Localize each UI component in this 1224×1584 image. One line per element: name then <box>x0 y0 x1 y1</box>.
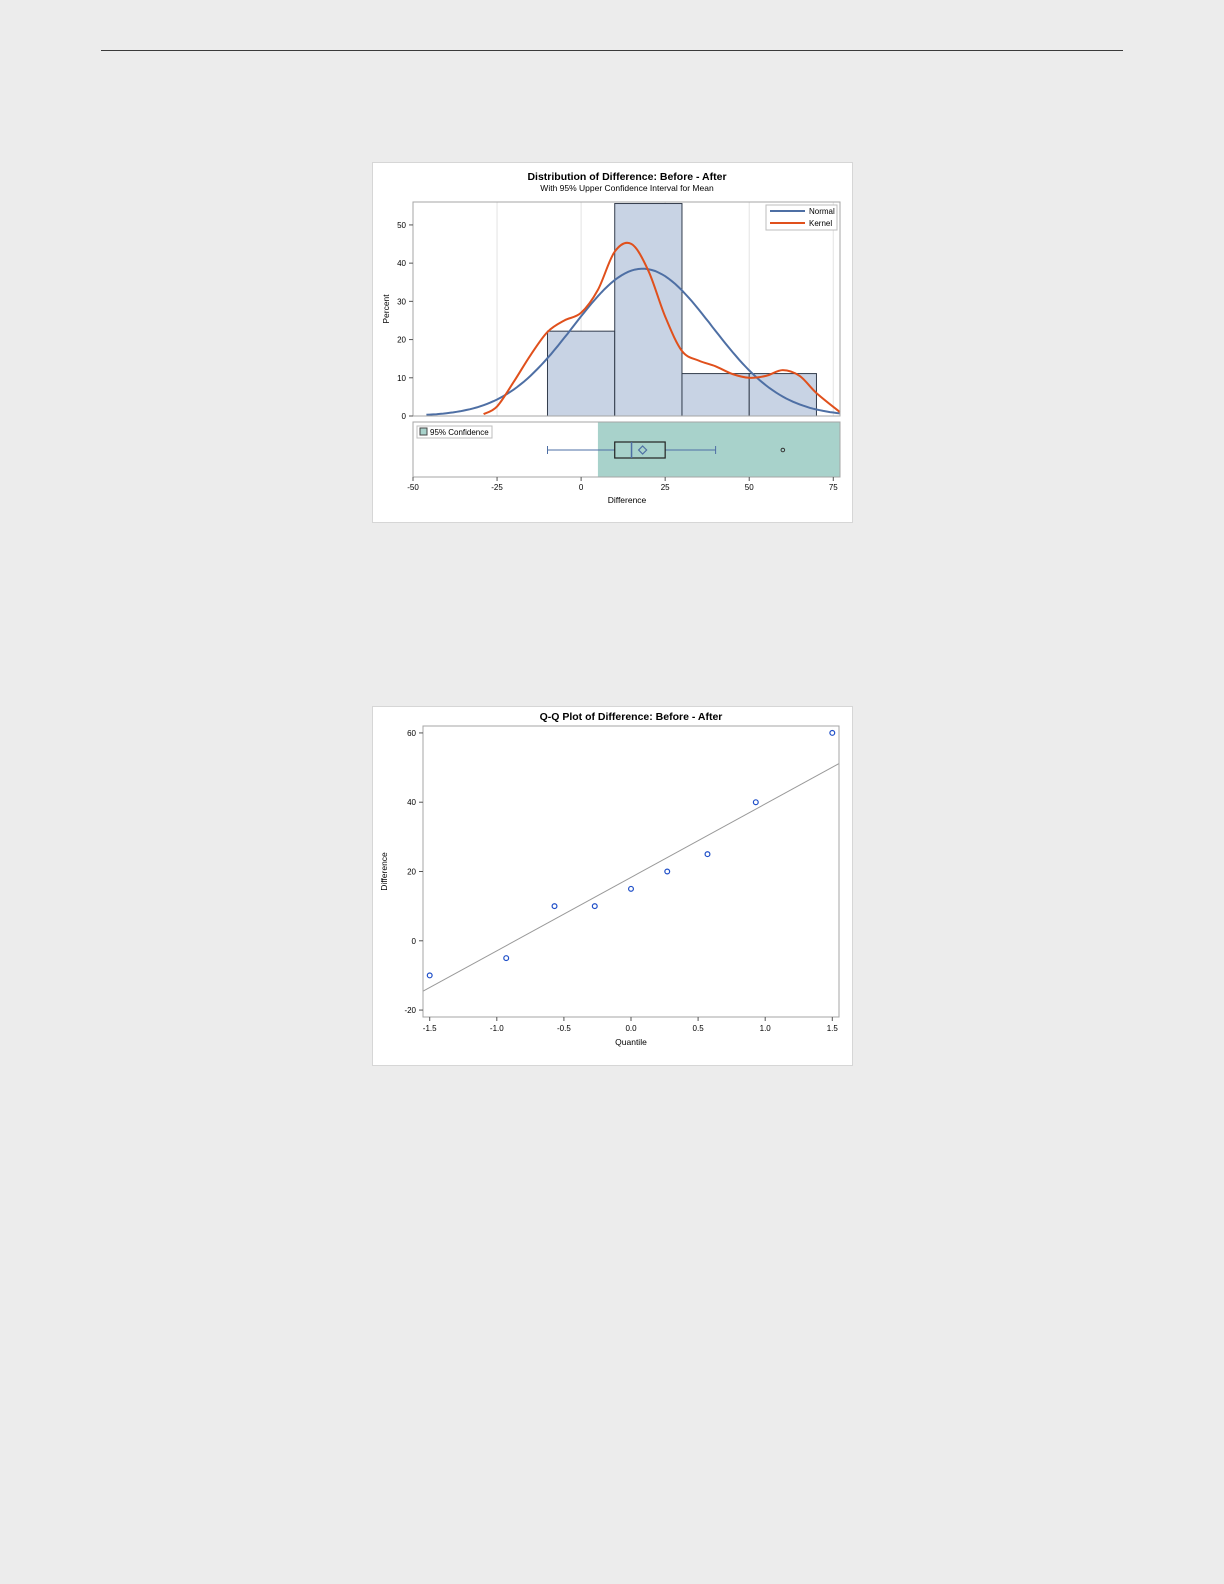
plot-frame <box>423 726 839 1017</box>
legend-kernel-label: Kernel <box>809 219 833 228</box>
y-tick-label: 0 <box>401 412 406 421</box>
x-tick-label: 0.5 <box>692 1024 704 1033</box>
y-axis-label: Percent <box>381 294 391 324</box>
x-tick-label: -25 <box>491 483 503 492</box>
qq-point <box>665 869 670 874</box>
y-tick-label: 40 <box>407 798 416 808</box>
y-tick-label: 50 <box>397 220 406 230</box>
qq-point <box>592 904 597 909</box>
y-axis-label: Difference <box>379 852 389 891</box>
qq-point <box>504 956 509 961</box>
x-tick-label: 0.0 <box>625 1024 637 1033</box>
x-tick-label: -1.0 <box>489 1024 504 1033</box>
x-tick-label: 1.5 <box>826 1024 838 1033</box>
y-tick-label: 20 <box>407 867 416 877</box>
y-tick-label: 30 <box>397 297 406 307</box>
reference-line <box>423 764 839 992</box>
chart-subtitle: With 95% Upper Confidence Interval for Mean <box>540 183 714 193</box>
x-tick-label: 0 <box>578 483 584 492</box>
confidence-band <box>598 422 840 477</box>
legend <box>766 205 837 230</box>
distribution-chart <box>373 163 852 522</box>
chart-title: Q-Q Plot of Difference: Before - After <box>539 711 723 723</box>
qq-point <box>427 973 432 978</box>
qq-point <box>753 800 758 805</box>
x-tick-label: 75 <box>828 483 838 492</box>
histogram-bar <box>547 331 614 416</box>
y-tick-label: 20 <box>397 335 406 345</box>
y-tick-label: 0 <box>411 936 416 946</box>
header-rule <box>101 50 1123 51</box>
x-tick-label: -1.5 <box>422 1024 437 1033</box>
x-tick-label: 25 <box>660 483 670 492</box>
x-tick-label: -0.5 <box>557 1024 571 1033</box>
qq-point <box>629 886 634 891</box>
confidence-legend-label: 95% Confidence <box>430 428 489 437</box>
qq-plot-panel <box>372 706 853 1066</box>
histogram-bar <box>682 374 749 416</box>
qq-plot-chart <box>373 707 852 1065</box>
y-tick-label: 60 <box>407 728 416 738</box>
y-tick-label: 10 <box>397 373 406 383</box>
x-tick-label: -50 <box>407 483 419 492</box>
chart-title: Distribution of Difference: Before - After <box>527 171 727 183</box>
qq-point <box>830 731 835 736</box>
x-tick-label: 50 <box>744 483 754 492</box>
x-axis-label: Quantile <box>615 1037 647 1047</box>
qq-point <box>552 904 557 909</box>
qq-point <box>705 852 710 857</box>
y-tick-label: 40 <box>397 259 406 269</box>
confidence-legend-swatch <box>420 428 427 435</box>
legend-normal-label: Normal <box>809 207 835 216</box>
histogram-bar <box>615 204 682 416</box>
x-axis-label: Difference <box>607 495 647 505</box>
distribution-chart-panel <box>372 162 853 523</box>
x-tick-label: 1.0 <box>759 1024 771 1033</box>
y-tick-label: -20 <box>404 1006 416 1016</box>
